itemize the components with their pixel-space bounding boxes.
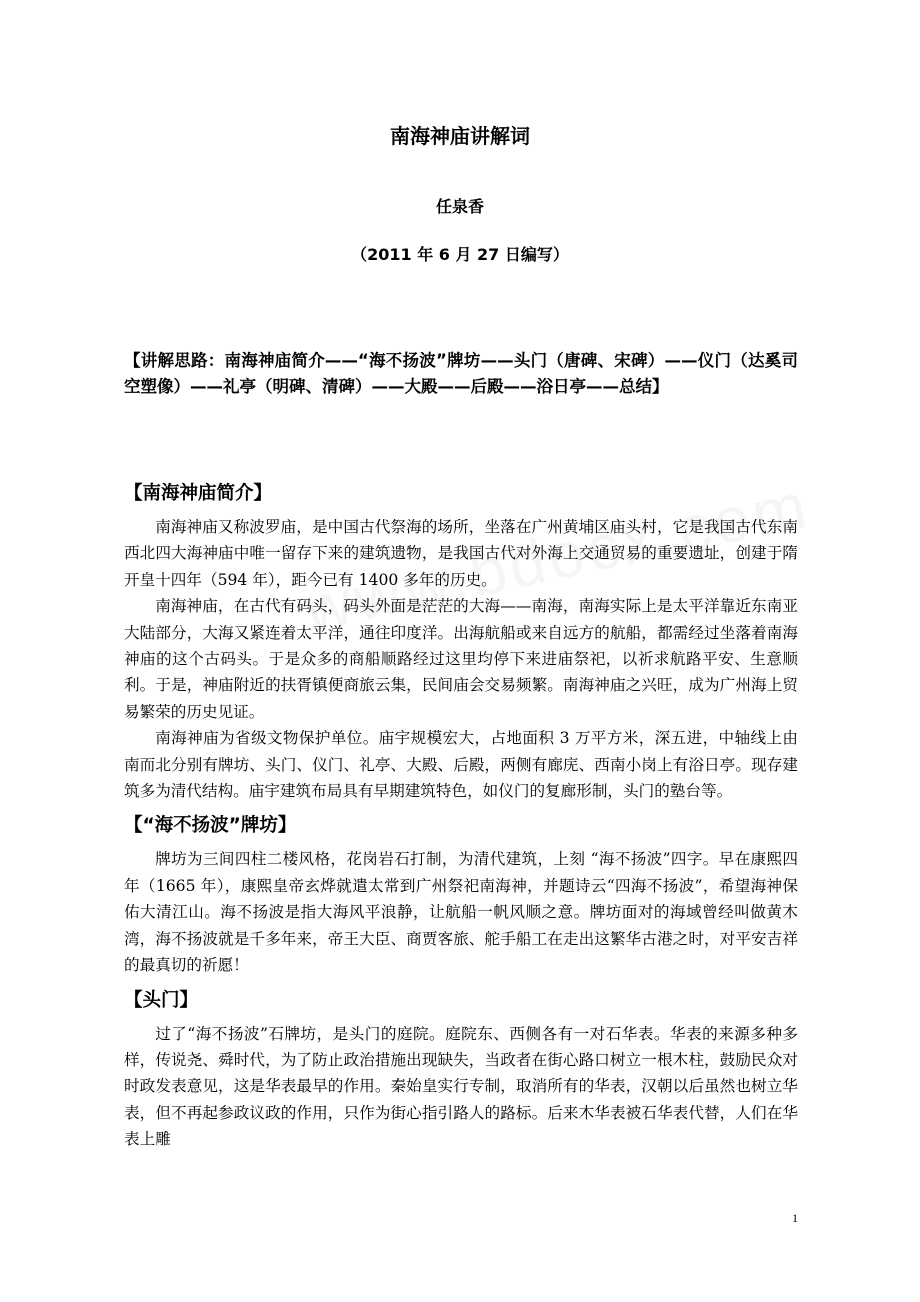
document-title: 南海神庙讲解词	[390, 124, 530, 148]
section-heading: 【“海不扬波”牌坊】	[124, 815, 297, 837]
paragraph: 南海神庙，在古代有码头，码头外面是茫茫的大海——南海，南海实际上是太平洋靠近东南亚大陆部分，大海又紧连着太平洋，通往印度洋。出海航船或来自远方的航船，都需经过坐落着南海神庙的这个古码头。于是众多的商船顺路经过这里均停下来进庙祭祀，以祈求航路平安、生意顺利。于是，神庙附近的扶胥镇便商旅云集，民间庙会交易频繁。南海神庙之兴旺，成为广州海上贸易繁荣的历史见证。	[124, 597, 798, 721]
paragraph: 南海神庙为省级文物保护单位。庙宇规模宏大，占地面积 3 万平方米，深五进，中轴线上由南而北分别有牌坊、头门、仪门、礼亭、大殿、后殿，两侧有廊庑、西南小岗上有浴日亭。现存建筑多为清代结构。庙宇建筑布局具有早期建筑特色，如仪门的复廊形制，头门的塾台等。	[124, 729, 798, 801]
document-author: 任泉香	[435, 197, 484, 216]
paragraph: 南海神庙又称波罗庙，是中国古代祭海的场所，坐落在广州黄埔区庙头村，它是我国古代东南西北四大海神庙中唯一留存下来的建筑遗物，是我国古代对外海上交通贸易的重要遗址，创建于隋开皇十四年（594 年），距今已有 1400 多年的历史。	[124, 518, 798, 589]
tour-outline: 【讲解思路：南海神庙简介——“海不扬波”牌坊——头门（唐碑、宋碑）——仪门（达奚司空塑像）——礼亭（明碑、清碑）——大殿——后殿——浴日亭——总结】	[124, 351, 798, 396]
document-body	[124, 480, 798, 1153]
paragraph: 过了“海不扬波”石牌坊，是头门的庭院。庭院东、西侧各有一对石华表。华表的来源多种多样，传说尧、舜时代，为了防止政治措施出现缺失，当政者在街心路口树立一根木柱，鼓励民众对时政发表意见，这是华表最早的作用。秦始皇实行专制，取消所有的华表，汉朝以后虽然也树立华表，但不再起参政议政的作用，只作为街心指引路人的路标。后来木华表被石华表代替，人们在华表上雕	[124, 1024, 798, 1149]
section-archway	[124, 812, 798, 978]
section-heading: 【南海神庙简介】	[124, 483, 273, 504]
section-heading: 【头门】	[124, 989, 199, 1011]
page-number: 1	[792, 1211, 798, 1225]
paragraph: 牌坊为三间四柱二楼风格，花岗岩石打制，为清代建筑，上刻 “海不扬波”四字。早在康熙四年（1665 年），康熙皇帝玄烨就遣太常到广州祭祀南海神，并题诗云“四海不扬波”，希望海神保佑大清江山。海不扬波是指大海风平浪静，让航船一帆风顺之意。牌坊面对的海域曾经叫做黄木湾，海不扬波就是千多年来，帝王大臣、商贾客旅、舵手船工在走出这繁华古港之时，对平安吉祥的最真切的祈愿！	[124, 850, 798, 975]
section-main-gate	[124, 987, 798, 1153]
section-intro	[124, 480, 798, 804]
document-date: （2011 年 6 月 27 日编写）	[351, 245, 569, 264]
